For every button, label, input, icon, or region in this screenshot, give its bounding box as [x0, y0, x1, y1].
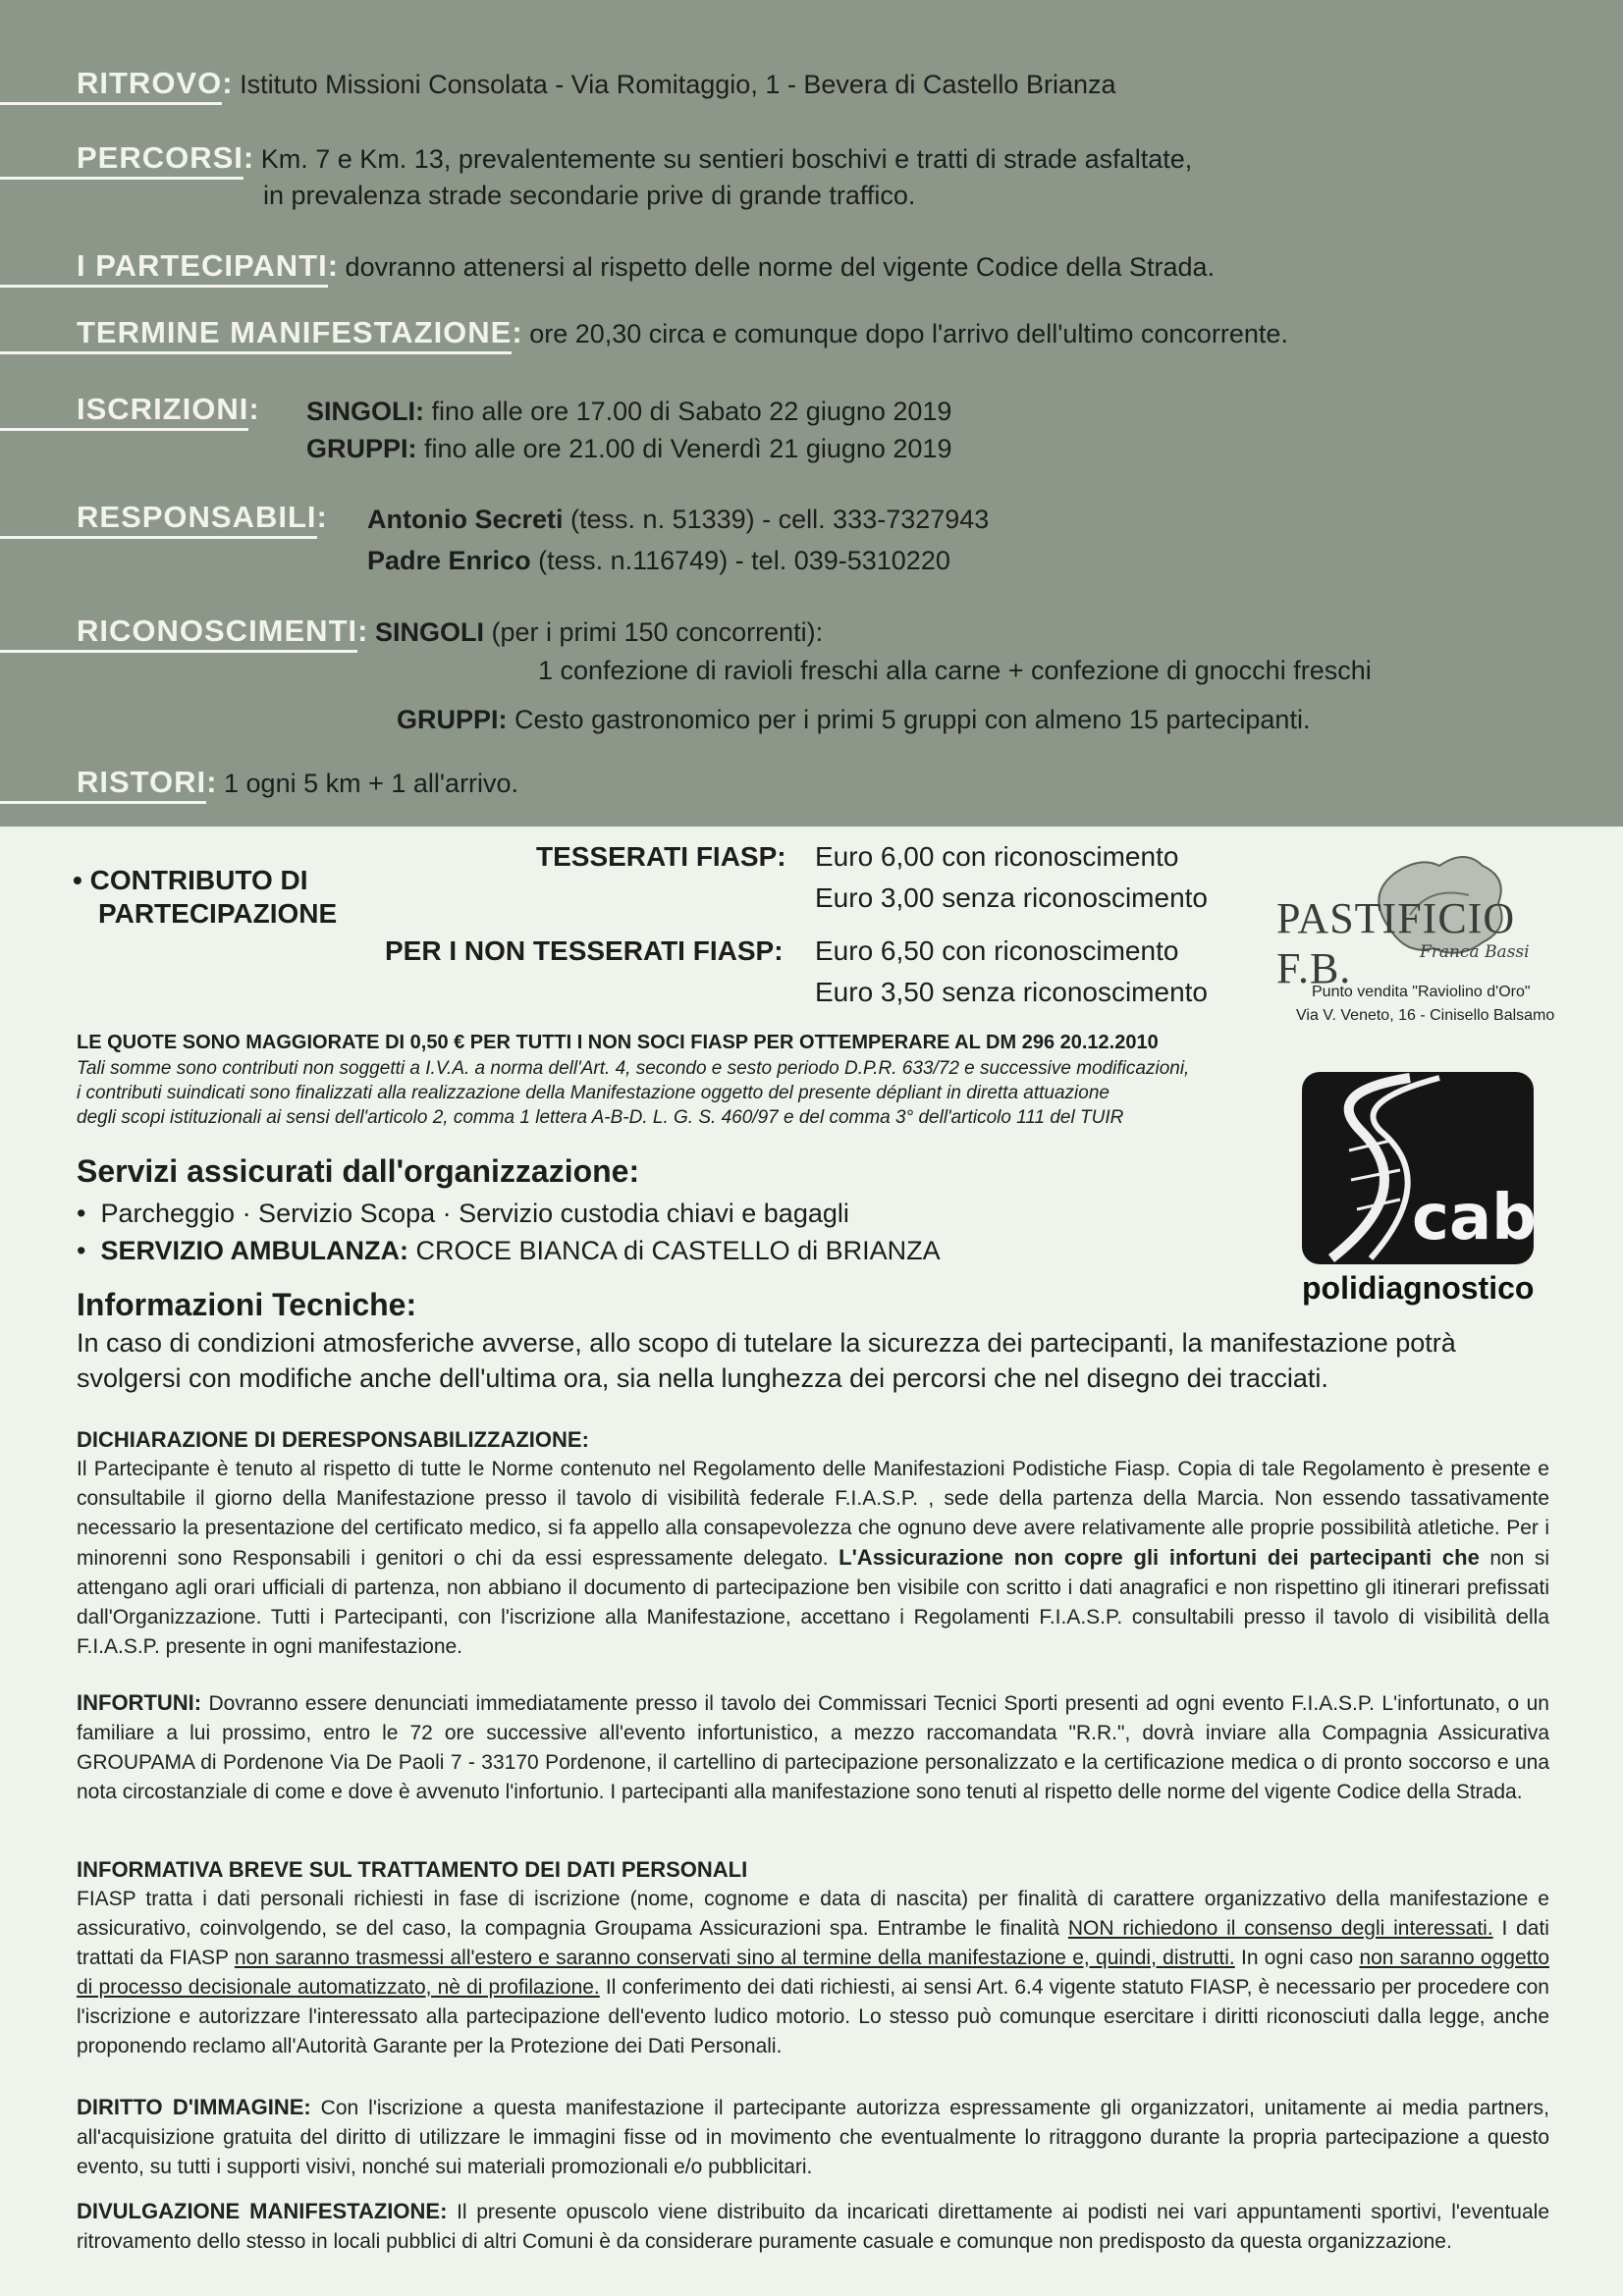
sep: :	[327, 248, 339, 283]
riconoscimenti-singoli-text: (per i primi 150 concorrenti):	[491, 617, 824, 647]
gruppi-text: fino alle ore 21.00 di Venerdì 21 giugno 2019	[424, 434, 952, 463]
privacy-underline-2: non saranno trasmessi all'estero e saranno conservati sino al termine della manifestazione e, quindi, distrutti.	[234, 1947, 1235, 1969]
singoli-text: fino alle ore 17.00 di Sabato 22 giugno 2019	[431, 397, 952, 426]
divulgazione-block	[77, 2197, 1549, 2257]
dichiarazione-body-2: non si attengano agli orari ufficiali di partenza, non abbiano il documento di partecipazione ben visibile con scritto i dati anagrafici e non rispettino gli itinerari prefissati dall'Organizzazione. Tutti i Partecipanti, con l'iscrizione alla Manifestazione, accettano i Regolamenti F.I.A.S.P. consultabili presso il tavolo di visibilità della F.I.A.S.P. presente in ogni manifestazione.	[77, 1547, 1550, 1658]
row-termine	[0, 314, 1288, 354]
row-percorsi	[0, 139, 1192, 180]
pastificio-line1: Punto vendita "Raviolino d'Oro"	[1312, 984, 1531, 1000]
immagine-title: DIRITTO D'IMMAGINE:	[77, 2095, 311, 2119]
riconoscimenti-singoli-label: SINGOLI	[374, 617, 484, 647]
sep: :	[357, 614, 368, 648]
tesserati-price-2: Euro 3,00 senza riconoscimento	[815, 882, 1208, 913]
infortuni-text: Dovranno essere denunciati immediatamente presso il tavolo dei Commissari Tecnici Sporti presenti ad ogni evento F.I.A.S.P. L'infortunato, o un familiare a lui prossimo, entro le 72 ore successive all'evento infortunistico, a mezzo raccomandata "R.R.", dovrà inviare alla Compagnia Assicurativa GROUPAMA di Pordenone Via De Paoli 7 - 33170 Pordenone, il cartellino di partecipazione personalizzato e la certificazione medica o di pronto soccorso e una nota circostanziale di come e dove è avvenuto l'infortunio. I partecipanti alla manifestazione sono tenuti al rispetto delle norme del vigente Codice della Strada.	[77, 1692, 1549, 1803]
ambulanza-label: SERVIZIO AMBULANZA:	[100, 1236, 408, 1265]
row-responsabili	[0, 499, 327, 539]
fiscal-note-1: Tali somme sono contributi non soggetti a I.V.A. a norma dell'Art. 4, secondo e sesto periodo D.P.R. 633/72 e successive modificazioni,	[77, 1058, 1190, 1079]
riconoscimenti-gruppi	[397, 701, 1310, 738]
dichiarazione-body: Il Partecipante è tenuto al rispetto di tutte le Norme contenuto nel Regolamento delle Manifestazioni Podistiche Fiasp. Copia di tale Regolamento è presente e consultabile il giorno della Manifestazione presso il tavolo di visibilità federale F.I.A.S.P. , sede della partenza della Marcia. Non essendo tassativamente necessario la presentazione del certificato medico, si fa appello alla consapevolezza che ognuno deve avere relativamente alle proprie possibilità atletiche. Per i minorenni sono Responsabili i genitori o chi da essi espressamente delegato.	[77, 1458, 1549, 1570]
contributo-title	[73, 864, 337, 931]
sep: :	[248, 392, 259, 426]
riconoscimenti-gruppi-text: Cesto gastronomico per i primi 5 gruppi con almeno 15 partecipanti.	[514, 705, 1311, 734]
servizi-item-1-text: Parcheggio · Servizio Scopa · Servizio custodia chiavi e bagagli	[100, 1199, 849, 1228]
termine-text: ore 20,30 circa e comunque dopo l'arrivo dell'ultimo concorrente.	[529, 319, 1288, 348]
percorsi-text2: in prevalenza strade secondarie prive di grande traffico.	[263, 181, 916, 210]
singoli-label: SINGOLI:	[306, 397, 424, 426]
row-iscrizioni	[0, 391, 259, 431]
iscrizioni-singoli	[306, 393, 951, 430]
pastificio-signature: Franca Bassi	[1420, 942, 1530, 962]
tesserati-label: TESSERATI FIASP:	[536, 841, 786, 872]
sep: :	[243, 140, 254, 175]
cab-subtitle: polidiagnostico	[1302, 1270, 1535, 1306]
fiscal-note-3: degli scopi istituzionali ai sensi dell'articolo 2, comma 1 lettera A-B-D. L. G. S. 460/97 e del comma 3° dell'articolo 111 del TUIR	[77, 1107, 1124, 1128]
privacy-text	[77, 1885, 1549, 2061]
info-text: In caso di condizioni atmosferiche avverse, allo scopo di tutelare la sicurezza dei partecipanti, la manifestazione potrà svolgersi con modifiche anche dell'ultima ora, sia nella lunghezza dei percorsi che nel disegno dei tracciati.	[77, 1328, 1456, 1393]
contributo-title-2: PARTECIPAZIONE	[98, 898, 338, 929]
pastificio-line2: Via V. Veneto, 16 - Cinisello Balsamo	[1296, 1007, 1555, 1024]
non-tesserati-label: PER I NON TESSERATI FIASP:	[385, 935, 784, 966]
ristori-text: 1 ogni 5 km + 1 all'arrivo.	[224, 769, 519, 798]
label-ritrovo: RITROVO	[0, 65, 222, 105]
divulgazione-text: Il presente opuscolo viene distribuito da incaricati direttamente ai podisti nei vari appuntamenti sportivi, l'eventuale ritrovamento dello stesso in locali pubblici di altri Comuni è da considerare puramente casuale e comunque non predisposto da questa organizzazione.	[77, 2201, 1549, 2253]
maggiorate-note: LE QUOTE SONO MAGGIORATE DI 0,50 € PER TUTTI I NON SOCI FIASP PER OTTEMPERARE AL DM 296 20.12.2010	[77, 1032, 1159, 1053]
percorsi-text1: Km. 7 e Km. 13, prevalentemente su sentieri boschivi e tratti di strade asfaltate,	[260, 144, 1193, 174]
responsabile-info: (tess. n.116749) - tel. 039-5310220	[538, 546, 950, 575]
label-iscrizioni: ISCRIZIONI	[0, 391, 248, 431]
riconoscimenti-singoli-text2: 1 confezione di ravioli freschi alla carne + confezione di gnocchi freschi	[538, 656, 1372, 685]
contributo-title-1: CONTRIBUTO DI	[89, 865, 308, 895]
cab-logo	[1302, 1072, 1561, 1308]
dichiarazione-text	[77, 1455, 1549, 1662]
cab-text: cab	[1412, 1182, 1537, 1255]
responsabile-info: (tess. n. 51339) - cell. 333-7327943	[570, 505, 990, 534]
infortuni-title: INFORTUNI:	[77, 1690, 202, 1715]
divulgazione-title: DIVULGAZIONE MANIFESTAZIONE:	[77, 2199, 448, 2223]
partecipanti-text: dovranno attenersi al rispetto delle norme del vigente Codice della Strada.	[345, 252, 1216, 282]
responsabile-name: Padre Enrico	[367, 546, 531, 575]
row-ritrovo	[0, 65, 1116, 105]
ambulanza-text: CROCE BIANCA di CASTELLO di BRIANZA	[415, 1236, 941, 1265]
servizi-item-1: • Parcheggio · Servizio Scopa · Servizio custodia chiavi e bagagli	[77, 1199, 849, 1228]
details-section	[0, 827, 1623, 2296]
responsabile-2	[367, 542, 950, 579]
non-tesserati-price-2: Euro 3,50 senza riconoscimento	[815, 977, 1208, 1007]
label-percorsi: PERCORSI	[0, 139, 243, 180]
info-title: Informazioni Tecniche:	[77, 1287, 417, 1322]
gruppi-label: GRUPPI:	[306, 434, 417, 463]
info-panel	[0, 0, 1623, 827]
sep: :	[222, 66, 233, 100]
dichiarazione-title: DICHIARAZIONE DI DERESPONSABILIZZAZIONE:	[77, 1427, 589, 1452]
tesserati-price-1: Euro 6,00 con riconoscimento	[815, 841, 1179, 872]
servizi-item-2: • SERVIZIO AMBULANZA: CROCE BIANCA di CASTELLO di BRIANZA	[77, 1236, 941, 1265]
privacy-title: INFORMATIVA BREVE SUL TRATTAMENTO DEI DATI PERSONALI	[77, 1857, 748, 1882]
label-ristori: RISTORI	[0, 764, 206, 804]
label-termine: TERMINE MANIFESTAZIONE	[0, 314, 512, 354]
label-responsabili: RESPONSABILI	[0, 499, 317, 539]
responsabile-name: Antonio Secreti	[367, 505, 564, 534]
pastificio-name: PASTIFICIO F.B.	[1276, 894, 1516, 992]
privacy-underline-1: NON richiedono il consenso degli interessati.	[1067, 1917, 1493, 1940]
riconoscimenti-gruppi-label: GRUPPI:	[397, 705, 508, 734]
bullet: •	[73, 865, 82, 895]
privacy-text-1: FIASP tratta i dati personali richiesti in fase di iscrizione (nome, cognome e data di nascita) per finalità di carattere organizzativo della manifestazione e assicurativo, coinvolgendo, se del caso, la compagnia Groupama Assicurazioni spa. Entrambe le finalità	[77, 1888, 1549, 1940]
privacy-text-2: I dati trattati da FIASP	[77, 1917, 1549, 1969]
privacy-text-4: Il conferimento dei dati richiesti, ai sensi Art. 6.4 vigente statuto FIASP, è necessario per procedere con l'iscrizione e autorizzare l'interessato alla partecipazione dell'evento ludico motorio. Lo stesso può comunque esercitare i diritti riconosciuti dalla legge, anche proponendo reclamo all'Autorità Garante per la Protezione dei Dati Personali.	[77, 1976, 1549, 2057]
ritrovo-text: Istituto Missioni Consolata - Via Romitaggio, 1 - Bevera di Castello Brianza	[240, 70, 1116, 99]
label-riconoscimenti: RICONOSCIMENTI	[0, 613, 357, 653]
label-partecipanti: I PARTECIPANTI	[0, 247, 328, 288]
row-riconoscimenti	[0, 613, 823, 653]
servizi-title: Servizi assicurati dall'organizzazione:	[77, 1153, 640, 1189]
infortuni-block	[77, 1688, 1549, 1807]
fiscal-note-2: i contributi suindicati sono finalizzati alla realizzazione della Manifestazione oggetto del presente dépliant in diretta attuazione	[77, 1083, 1109, 1103]
sep: :	[512, 315, 522, 349]
row-ristori	[0, 764, 518, 804]
row-partecipanti	[0, 247, 1215, 288]
sep: :	[206, 765, 217, 799]
immagine-text: Con l'iscrizione a questa manifestazione il partecipante autorizza espressamente gli organizzatori, unitamente ai media partners, all'acquisizione gratuita del diritto di utilizzare le immagini fisse od in movimento che eventualmente lo ritraggono durante la propria partecipazione a questo evento, su tutti i supporti visivi, nonché sui materiali promozionali e/o pubblicitari.	[77, 2097, 1549, 2178]
responsabile-1	[367, 501, 989, 538]
privacy-text-3: In ogni caso	[1234, 1947, 1360, 1969]
privacy-underline-3: non saranno oggetto di processo decisionale automatizzato, nè di profilazione.	[77, 1947, 1549, 1999]
assicurazione-bold: L'Assicurazione non copre gli infortuni dei partecipanti che	[839, 1545, 1480, 1570]
pastificio-logo	[1272, 827, 1596, 1023]
sep: :	[316, 500, 327, 534]
non-tesserati-price-1: Euro 6,50 con riconoscimento	[815, 935, 1179, 966]
immagine-block	[77, 2093, 1549, 2182]
cab-logo-box	[1302, 1072, 1537, 1264]
iscrizioni-gruppi	[306, 430, 951, 467]
